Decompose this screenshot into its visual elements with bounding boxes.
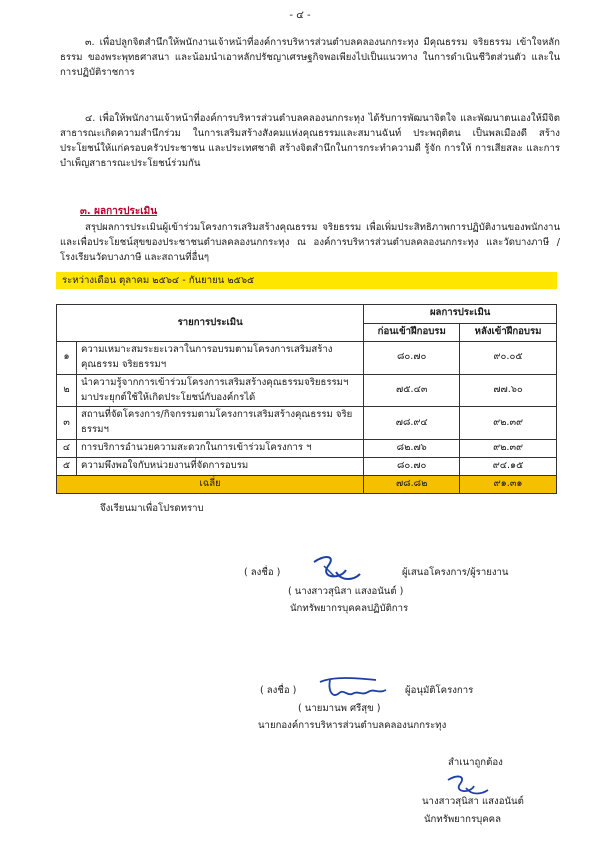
table-row (57, 458, 557, 476)
row-number: ๕ (57, 458, 77, 476)
sig3-position: นักทรัพยากรบุคคล (424, 814, 501, 825)
header-after: หลังเข้าฝึกอบรม (460, 323, 557, 342)
row-before: ๘๐.๗๐ (364, 458, 460, 476)
sig3-name: นางสาวสุนิสา แสงอนันต์ (422, 796, 524, 807)
evaluation-period: ระหว่างเดือน ตุลาคม ๒๕๖๔ - กันยายน ๒๕๖๕ (56, 272, 557, 289)
header-before: ก่อนเข้าฝึกอบรม (364, 323, 460, 342)
average-label: เฉลี่ย (57, 475, 364, 493)
objective-paragraph-4: ๔. เพื่อให้พนักงานเจ้าหน้าที่องค์การบริหารส่วนตำบลคลองนกกระทุง ได้รับการพัฒนาจิตใจ และพัฒนาตนเองให้มีจิตสาธารณะเกิดความสำนึกร่วม ในการเสริมสร้างสังคมแห่งคุณธรรมและสมานฉันท์ ประพฤติตน เป็นพลเมืองดี สร้างประโยชน์ให้แก่ครอบครัวประชาชน และประเทศชาติ สร้างจิตสำนึกในการกระทำความดี รู้จัก การให้ การเสียสละ และการบำเพ็ญสาธารณะประโยชน์ร่วมกัน (60, 113, 560, 169)
row-before: ๘๐.๗๐ (364, 342, 460, 375)
sig2-sign-label: ( ลงชื่อ ) (260, 685, 297, 696)
row-before: ๘๒.๗๖ (364, 440, 460, 458)
sig2-name: ( นายมานพ ศรีสุข ) (298, 703, 381, 714)
table-row (57, 374, 557, 407)
signature-2-image (316, 674, 394, 704)
row-after: ๙๒.๓๙ (460, 440, 557, 458)
average-before: ๗๘.๘๒ (364, 475, 460, 493)
row-number: ๔ (57, 440, 77, 458)
row-before: ๗๘.๙๔ (364, 407, 460, 440)
row-after: ๙๒.๓๙ (460, 407, 557, 440)
summary-paragraph: สรุปผลการประเมินผู้เข้าร่วมโครงการเสริมสร้างคุณธรรม จริยธรรม เพื่อเพิ่มประสิทธิภาพการปฏิบัติงานของพนักงาน และเพื่อประโยชน์สุขของประชาชนตำบลคลองนกกระทุง ณ องค์การบริหารส่วนตำบลคลองนกกระทุง และวัดบางภาษี / โรงเรียนวัดบางภาษี และสถานที่อื่นๆ (60, 222, 560, 263)
row-after: ๗๗.๖๐ (460, 374, 557, 407)
sig1-role: ผู้เสนอโครงการ/ผู้รายงาน (402, 567, 509, 578)
sig1-position: นักทรัพยากรบุคคลปฏิบัติการ (290, 603, 409, 614)
header-result: ผลการประเมิน (364, 305, 557, 324)
row-after: ๙๔.๑๕ (460, 458, 557, 476)
row-number: ๓ (57, 407, 77, 440)
sig3-certified: สำเนาถูกต้อง (448, 757, 503, 768)
average-row (57, 475, 557, 493)
row-before: ๗๕.๔๓ (364, 374, 460, 407)
row-after: ๙๐.๐๕ (460, 342, 557, 375)
sig1-sign-label: ( ลงชื่อ ) (244, 567, 281, 578)
row-item: สถานที่จัดโครงการ/กิจกรรมตามโครงการเสริมสร้างคุณธรรม จริยธรรมฯ (76, 407, 363, 440)
row-item: ความพึงพอใจกับหน่วยงานที่จัดการอบรม (76, 458, 363, 476)
table-row (57, 342, 557, 375)
sig1-name: ( นางสาวสุนิสา แสงอนันต์ ) (288, 586, 404, 597)
row-number: ๑ (57, 342, 77, 375)
page-number: - ๔ - (289, 10, 311, 21)
section-heading: ๓. ผลการประเมิน (80, 206, 158, 217)
objective-paragraph-3: ๓. เพื่อปลูกจิตสำนึกให้พนักงานเจ้าหน้าที่องค์การบริหารส่วนตำบลคลองนกกระทุง มีคุณธรรม จริยธรรม เข้าใจหลักธรรม ของพระพุทธศาสนา และน้อมนำเอาหลักปรัชญาเศรษฐกิจพอเพียงไปเป็นแนวทาง ในการดำเนินชีวิตส่วนตัว และในการปฏิบัติราชการ (60, 37, 560, 78)
signature-1-image (306, 552, 366, 586)
table-row (57, 407, 557, 440)
average-after: ๙๑.๓๑ (460, 475, 557, 493)
row-item: การบริการอำนวยความสะดวกในการเข้าร่วมโครงการ ฯ (76, 440, 363, 458)
closing-text: จึงเรียนมาเพื่อโปรดทราบ (100, 503, 204, 514)
sig2-role: ผู้อนุมัติโครงการ (405, 685, 474, 696)
row-item: นำความรู้จากการเข้าร่วมโครงการเสริมสร้างคุณธรรมจริยธรรมฯมาประยุกต์ใช้ให้เกิดประโยชน์กับองค์กรได้ (76, 374, 363, 407)
header-item: รายการประเมิน (57, 305, 364, 342)
row-number: ๒ (57, 374, 77, 407)
row-item: ความเหมาะสมระยะเวลาในการอบรมตามโครงการเสริมสร้างคุณธรรม จริยธรรมฯ (76, 342, 363, 375)
sig2-position: นายกองค์การบริหารส่วนตำบลคลองนกกระทุง (258, 720, 447, 731)
table-row (57, 440, 557, 458)
evaluation-table (56, 304, 557, 494)
